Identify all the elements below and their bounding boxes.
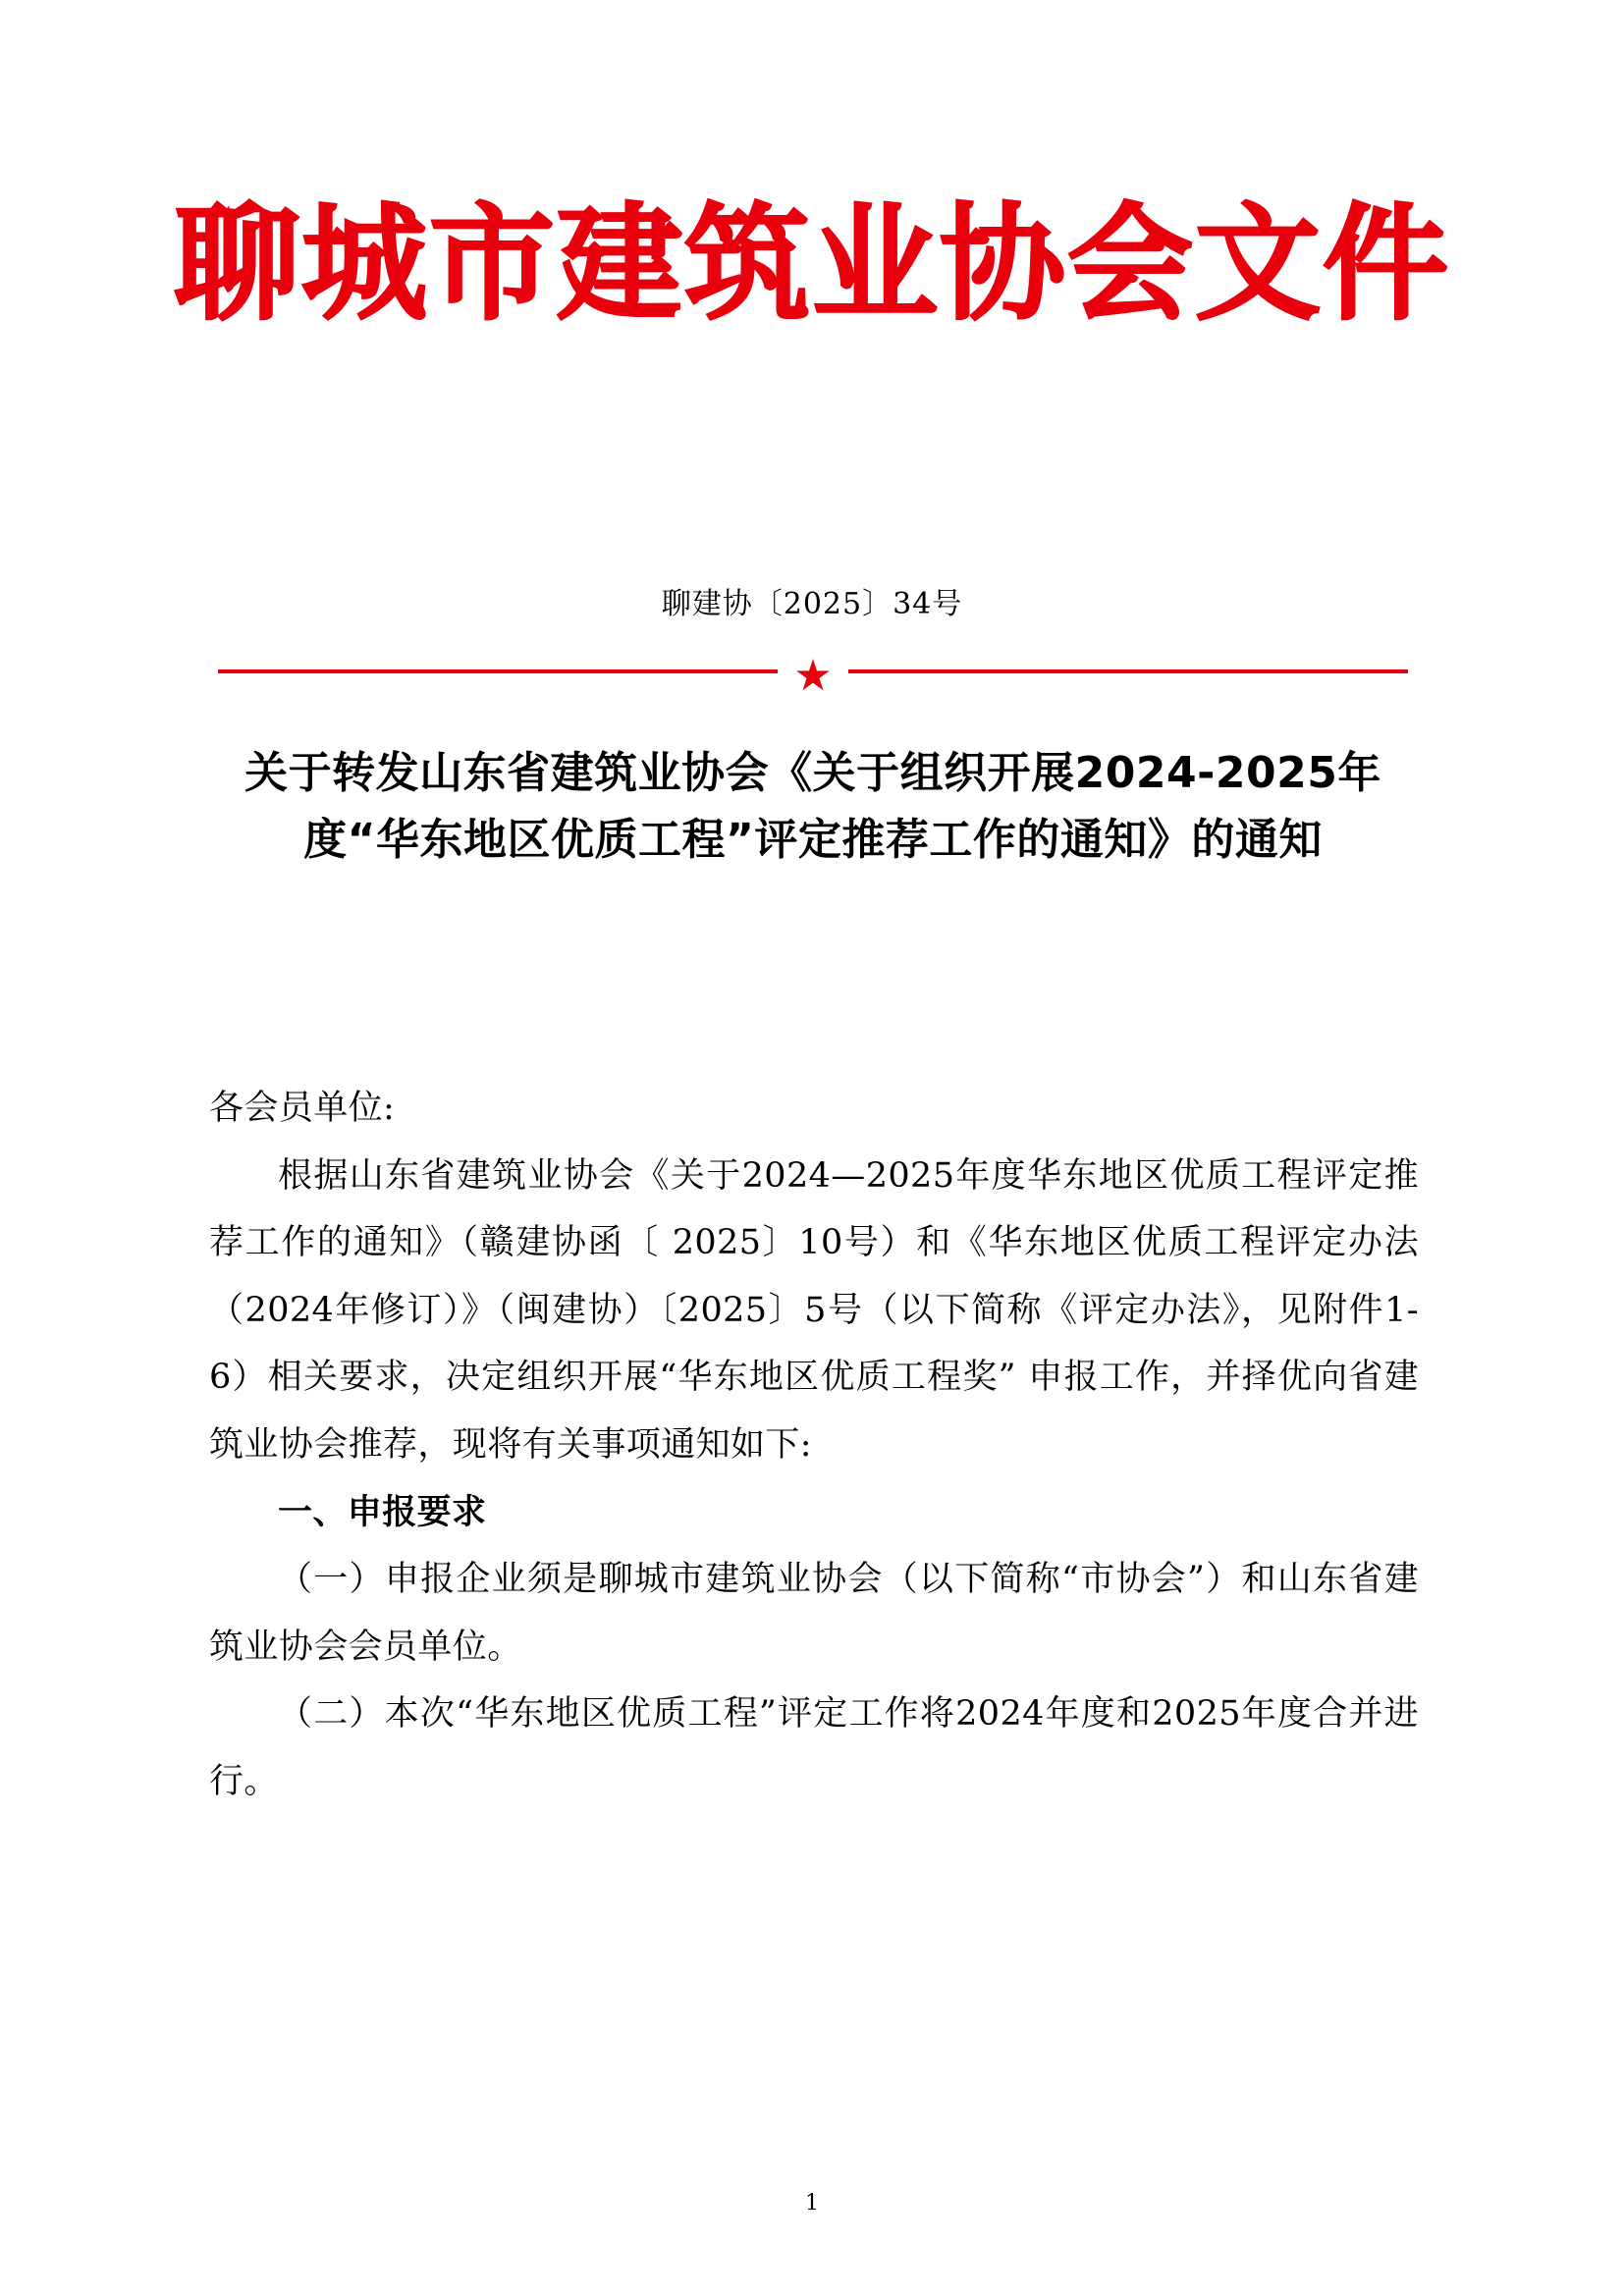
body-paragraph: （二）本次“华东地区优质工程”评定工作将2024年度和2025年度合并进行。 (209, 1694, 1419, 1801)
body-paragraph: 根据山东省建筑业协会《关于2024—2025年度华东地区优质工程评定推荐工作的通知》（赣建协函〔 2025〕10号）和《华东地区优质工程评定办法（2024年修订）》（闽建协）〔2025〕5号（以下简称《评定办法》，见附件1-6）相关要求，决定组织开展“华东地区优质工程奖” 申报工作，并择优向省建筑业协会推荐，现将有关事项通知如下: (209, 1155, 1419, 1465)
document-number: 聊建协〔2025〕34号 (661, 587, 963, 621)
body-paragraph: （一）申报企业须是聊城市建筑业协会（以下简称“市协会”）和山东省建筑业协会会员单位。 (209, 1560, 1419, 1667)
red-separator-rule (218, 651, 1408, 701)
star-icon: ★ (793, 651, 833, 701)
rule-line-right (848, 669, 1408, 673)
document-body (209, 1075, 1419, 1816)
rule-line-left (218, 669, 778, 673)
page-number: 1 (805, 2191, 819, 2216)
masthead-title: 聊城市建筑业协会文件 (173, 190, 1450, 338)
page-title: 关于转发山东省建筑业协会《关于组织开展2024-2025年度“华东地区优质工程”评定推荐工作的通知》的通知 (244, 748, 1381, 866)
section-heading: 一、申报要求 (278, 1492, 487, 1532)
salutation: 各会员单位: (209, 1089, 396, 1128)
